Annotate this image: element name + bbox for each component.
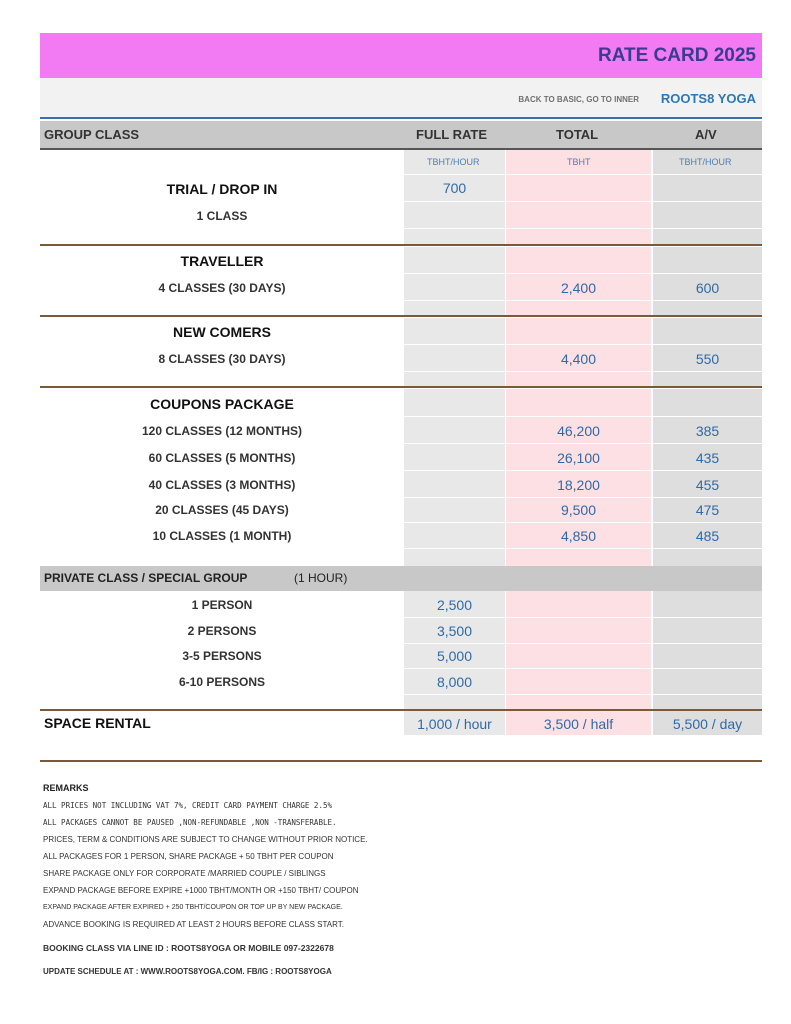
av-unit: TBHT/HOUR (679, 157, 732, 167)
coupon-label: 120 CLASSES (12 MONTHS) (141, 424, 303, 438)
row-divider (404, 522, 762, 523)
remark-line: ALL PACKAGES CANNOT BE PAUSED ,NON-REFUNDABLE ,NON -TRANSFERABLE. (43, 818, 337, 827)
row-divider (404, 300, 762, 301)
coupon-label: 60 CLASSES (5 MONTHS) (148, 451, 296, 465)
group-class-heading: GROUP CLASS (44, 127, 140, 142)
coupon-total: 46,200 (557, 423, 600, 439)
private-class-header (40, 566, 762, 591)
remark-line: SHARE PACKAGE ONLY FOR CORPORATE /MARRIED COUPLE / SIBLINGS (43, 869, 326, 878)
full-rate-unit: TBHT/HOUR (427, 157, 480, 167)
section-separator (40, 760, 762, 762)
total-column-bg (506, 591, 651, 709)
coupon-av: 455 (695, 477, 720, 493)
traveller-sub: 4 CLASSES (30 DAYS) (158, 281, 286, 295)
row-divider (404, 174, 762, 175)
remark-line: ADVANCE BOOKING IS REQUIRED AT LEAST 2 HOURS BEFORE CLASS START. (43, 920, 344, 929)
remark-line: ALL PRICES NOT INCLUDING VAT 7%, CREDIT CARD PAYMENT CHARGE 2.5% (43, 801, 332, 810)
sub-header (40, 78, 762, 119)
private-label: 3-5 PERSONS (182, 649, 262, 663)
page-title: RATE CARD 2025 (597, 45, 756, 66)
title-bar (40, 33, 762, 78)
coupons-title: COUPONS PACKAGE (150, 396, 294, 412)
row-divider (404, 273, 762, 274)
schedule-info: UPDATE SCHEDULE AT : WWW.ROOTS8YOGA.COM. FB/IG : ROOTS8YOGA (43, 967, 332, 976)
full-rate-column-bg (404, 318, 505, 386)
coupon-label: 10 CLASSES (1 MONTH) (152, 529, 292, 543)
remark-line: ALL PACKAGES FOR 1 PERSON, SHARE PACKAGE + 50 TBHT PER COUPON (43, 852, 334, 861)
row-divider (404, 443, 762, 444)
newcomers-sub: 8 CLASSES (30 DAYS) (158, 352, 286, 366)
remark-line: PRICES, TERM & CONDITIONS ARE SUBJECT TO CHANGE WITHOUT PRIOR NOTICE. (43, 835, 368, 844)
total-heading: TOTAL (556, 127, 599, 142)
booking-info: BOOKING CLASS VIA LINE ID : ROOTS8YOGA OR MOBILE 097-2322678 (43, 943, 334, 953)
coupon-total: 9,500 (560, 502, 597, 518)
coupon-total: 4,850 (560, 528, 597, 544)
traveller-av: 600 (695, 280, 720, 296)
section-separator (40, 386, 762, 388)
space-rental-title: SPACE RENTAL (44, 715, 151, 731)
total-unit: TBHT (567, 157, 591, 167)
private-class-title: PRIVATE CLASS / SPECIAL GROUP (44, 571, 248, 585)
row-divider (404, 548, 762, 549)
av-column-bg (653, 591, 762, 709)
table-header (40, 121, 762, 150)
row-divider (404, 344, 762, 345)
newcomers-total: 4,400 (560, 351, 597, 367)
traveller-total: 2,400 (560, 280, 597, 296)
coupon-av: 435 (695, 450, 720, 466)
row-divider (404, 643, 762, 644)
trial-sub: 1 CLASS (196, 209, 248, 223)
coupon-total: 26,100 (557, 450, 600, 466)
private-full-rate: 5,000 (436, 648, 473, 664)
row-divider (404, 694, 762, 695)
private-label: 2 PERSONS (187, 624, 257, 638)
coupon-label: 20 CLASSES (45 DAYS) (155, 503, 289, 517)
trial-title: TRIAL / DROP IN (166, 181, 278, 197)
traveller-title: TRAVELLER (180, 253, 264, 269)
section-separator (40, 315, 762, 317)
row-divider (404, 668, 762, 669)
coupon-total: 18,200 (557, 477, 600, 493)
rental-half: 3,500 / half (543, 716, 614, 732)
rental-day: 5,500 / day (672, 716, 743, 732)
section-separator (40, 244, 762, 246)
newcomers-av: 550 (695, 351, 720, 367)
private-full-rate: 2,500 (436, 597, 473, 613)
av-heading: A/V (695, 127, 717, 142)
remarks-heading: REMARKS (43, 783, 89, 793)
private-full-rate: 3,500 (436, 623, 473, 639)
newcomers-title: NEW COMERS (173, 324, 271, 340)
row-divider (404, 371, 762, 372)
private-label: 6-10 PERSONS (178, 675, 266, 689)
coupon-label: 40 CLASSES (3 MONTHS) (148, 478, 296, 492)
row-divider (404, 416, 762, 417)
row-divider (404, 617, 762, 618)
coupon-av: 475 (695, 502, 720, 518)
remark-line: EXPAND PACKAGE AFTER EXPIRED + 250 TBHT/COUPON OR TOP UP BY NEW PACKAGE. (43, 904, 343, 911)
rental-hour: 1,000 / hour (417, 716, 492, 732)
full-rate-heading: FULL RATE (416, 127, 488, 142)
tagline: BACK TO BASIC, GO TO INNER (518, 95, 639, 104)
row-divider (404, 497, 762, 498)
remark-line: EXPAND PACKAGE BEFORE EXPIRE +1000 TBHT/MONTH OR +150 TBHT/ COUPON (43, 886, 359, 895)
trial-full-rate: 700 (442, 180, 467, 196)
remarks-section (43, 783, 463, 983)
coupon-av: 385 (695, 423, 720, 439)
row-divider (404, 201, 762, 202)
full-rate-column-bg (404, 247, 505, 315)
private-class-duration: (1 HOUR) (294, 571, 348, 585)
row-divider (404, 470, 762, 471)
coupon-av: 485 (695, 528, 720, 544)
private-label: 1 PERSON (191, 598, 253, 612)
private-full-rate: 8,000 (436, 674, 473, 690)
brand-name: ROOTS8 YOGA (660, 91, 756, 106)
row-divider (404, 228, 762, 229)
